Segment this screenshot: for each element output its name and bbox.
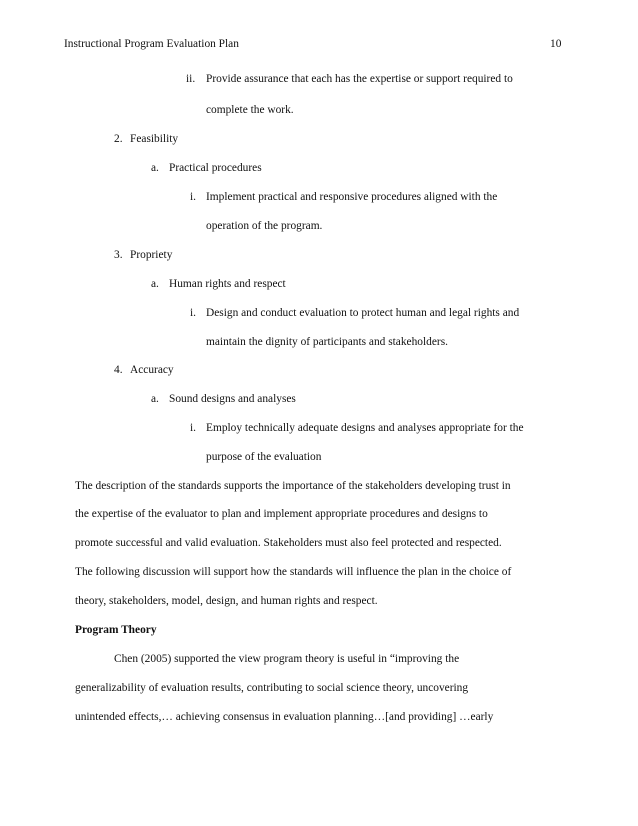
paragraph-1-line-5: theory, stakeholders, model, design, and human rights and respect. bbox=[75, 595, 378, 607]
paragraph-1-line-3: promote successful and valid evaluation. Stakeholders must also feel protected and respected. bbox=[75, 537, 502, 549]
paragraph-2-line-1: Chen (2005) supported the view program theory is useful in “improving the bbox=[114, 653, 460, 665]
paragraph-1-line-4: The following discussion will support how the standards will influence the plan in the choice of bbox=[75, 566, 512, 578]
accuracy-label: Accuracy bbox=[130, 364, 174, 376]
propriety-label: Propriety bbox=[130, 249, 173, 261]
paragraph-2-line-2: generalizability of evaluation results, contributing to social science theory, uncovering bbox=[75, 682, 469, 694]
feasibility-sub-label: Practical procedures bbox=[169, 162, 262, 174]
running-header: Instructional Program Evaluation Plan bbox=[64, 38, 239, 50]
page-number: 10 bbox=[550, 38, 562, 50]
paragraph-1-line-2: the expertise of the evaluator to plan and implement appropriate procedures and designs to bbox=[75, 508, 488, 520]
section-heading: Program Theory bbox=[75, 624, 157, 636]
propriety-sub-marker: a. bbox=[151, 278, 159, 290]
propriety-marker: 3. bbox=[114, 249, 123, 261]
propriety-item-line-2: maintain the dignity of participants and stakeholders. bbox=[206, 336, 448, 348]
accuracy-sub-marker: a. bbox=[151, 393, 159, 405]
propriety-item-line-1: Design and conduct evaluation to protect human and legal rights and bbox=[206, 307, 520, 319]
accuracy-item-line-2: purpose of the evaluation bbox=[206, 451, 322, 463]
feasibility-sub-marker: a. bbox=[151, 162, 159, 174]
propriety-item-marker: i. bbox=[190, 307, 197, 319]
propriety-sub-label: Human rights and respect bbox=[169, 278, 286, 290]
paragraph-2-line-3: unintended effects,… achieving consensus in evaluation planning…[and providing] …early bbox=[75, 711, 494, 723]
item-ii-line-1: Provide assurance that each has the expertise or support required to bbox=[206, 73, 513, 85]
accuracy-item-line-1: Employ technically adequate designs and analyses appropriate for the bbox=[206, 422, 524, 434]
item-ii-line-2: complete the work. bbox=[206, 104, 294, 116]
item-marker-ii: ii. bbox=[186, 73, 196, 85]
accuracy-marker: 4. bbox=[114, 364, 123, 376]
accuracy-sub-label: Sound designs and analyses bbox=[169, 393, 296, 405]
feasibility-marker: 2. bbox=[114, 133, 123, 145]
feasibility-item-line-2: operation of the program. bbox=[206, 220, 323, 232]
feasibility-label: Feasibility bbox=[130, 133, 179, 145]
accuracy-item-marker: i. bbox=[190, 422, 197, 434]
paragraph-1-line-1: The description of the standards supports the importance of the stakeholders developing trust in bbox=[75, 480, 511, 492]
feasibility-item-marker: i. bbox=[190, 191, 197, 203]
feasibility-item-line-1: Implement practical and responsive procedures aligned with the bbox=[206, 191, 498, 203]
